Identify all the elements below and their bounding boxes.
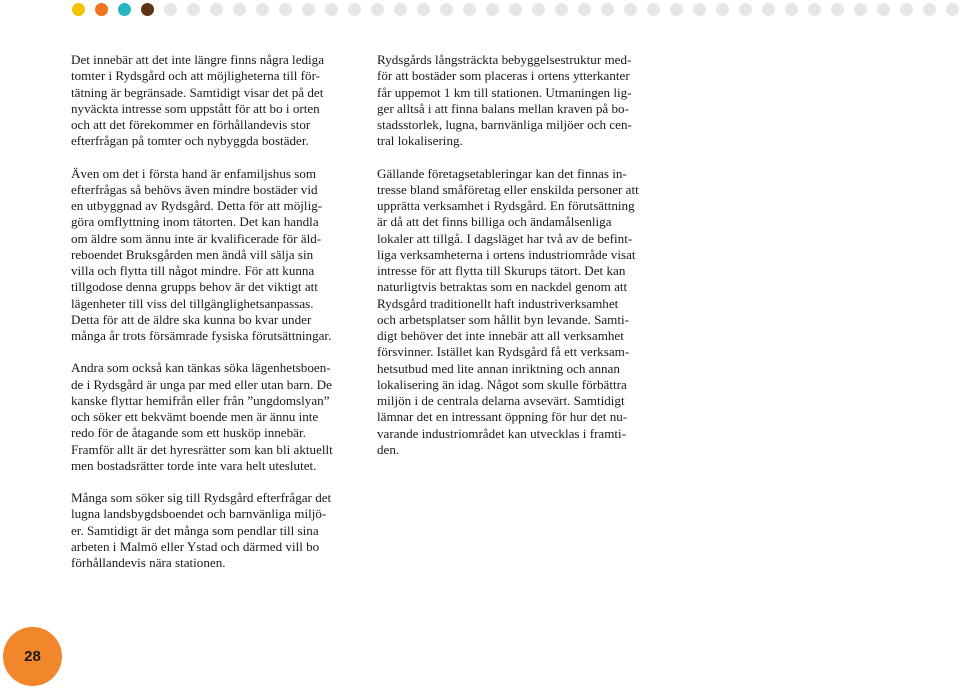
header-dot bbox=[716, 3, 729, 16]
header-dot bbox=[325, 3, 338, 16]
header-dot bbox=[141, 3, 154, 16]
paragraph: Det innebär att det inte längre finns några lediga tomter i Rydsgård och att möjligheterna till för- tätning är begränsade. Samtidigt visar det på det nyväckta intresse som uppstått för att bo i orten och att det förekommer en förhållandevis stor efterfrågan på tomter och nybyggda bostäder. bbox=[71, 52, 325, 149]
header-dot bbox=[486, 3, 499, 16]
header-dot bbox=[946, 3, 959, 16]
header-dot bbox=[601, 3, 614, 16]
header-dot bbox=[647, 3, 660, 16]
header-dot bbox=[256, 3, 269, 16]
header-dot bbox=[762, 3, 775, 16]
header-dot bbox=[440, 3, 453, 16]
header-dot bbox=[164, 3, 177, 16]
paragraph: Gällande företagsetableringar kan det finnas in- tresse bland småföretag eller enskilda personer att upprätta verksamhet i Rydsgård. En förutsättning är då att det finns billiga och ändamålsenliga lokaler att tillgå. I dagsläget har två av de befint- liga verksamheterna i ortens industriområde visat intresse för att flytta till Skurups tätort. Det kan naturligtvis betraktas som en nackdel genom att Rydsgård traditionellt haft industriverksamhet och arbetsplatser som hållit byn levande. Samti- digt behöver det inte innebär att all verksamhet försvinner. Istället kan Rydsgård få ett verksam- hetsutbud med lite annan inriktning och annan lokalisering än idag. Något som skulle förbättra miljön i de centrala delarna avsevärt. Samtidigt lämnar det en intressant öppning för hur det nu- varande industriområdet kan utvecklas i framti- den. bbox=[377, 165, 639, 457]
header-dot bbox=[210, 3, 223, 16]
header-dot bbox=[233, 3, 246, 16]
header-dot bbox=[808, 3, 821, 16]
header-dot bbox=[417, 3, 430, 16]
page-number-badge bbox=[3, 627, 62, 686]
header-dot bbox=[900, 3, 913, 16]
paragraph: Många som söker sig till Rydsgård efterfrågar det lugna landsbygdsboendet och barnvänliga miljö- er. Samtidigt är det många som pendlar till sina arbeten i Malmö eller Ystad och därmed vill bo förhållandevis nära stationen. bbox=[71, 490, 332, 570]
header-dot bbox=[72, 3, 85, 16]
right-text-column bbox=[377, 52, 669, 458]
header-dot bbox=[95, 3, 108, 16]
header-dot bbox=[670, 3, 683, 16]
paragraph: Rydsgårds långsträckta bebyggelsestruktur med- för att bostäder som placeras i ortens ytterkanter får uppemot 1 km till stationen. Utmaningen lig- ger alltså i att finna balans mellan kraven på bo- stadsstorlek, lugna, barnvänliga miljöer och cen- tral lokalisering. bbox=[377, 52, 632, 149]
header-dot bbox=[877, 3, 890, 16]
header-dot bbox=[693, 3, 706, 16]
header-dot bbox=[394, 3, 407, 16]
left-text-column bbox=[71, 52, 363, 571]
header-dot bbox=[624, 3, 637, 16]
header-dot bbox=[302, 3, 315, 16]
header-dot bbox=[578, 3, 591, 16]
header-dot bbox=[187, 3, 200, 16]
header-dot bbox=[348, 3, 361, 16]
header-dot bbox=[532, 3, 545, 16]
header-dot bbox=[371, 3, 384, 16]
header-dot bbox=[785, 3, 798, 16]
paragraph: Även om det i första hand är enfamiljshus som efterfrågas så behövs även mindre bostäder vid en utbyggnad av Rydsgård. Detta för att möjlig- göra omflyttning inom tätorten. Det kan handla om äldre som ännu inte är kvalificerade för äld- reboendet Bruksgården men ändå vill sälja sin villa och flytta till något mindre. För att kunna tillgodose denna grupps behov är det viktigt att lägenheter till viss del tillgänglighetsanpassas. Detta för att de äldre ska kunna bo kvar under många år trots försämrade fysiska förutsättningar. bbox=[71, 165, 332, 343]
header-dot bbox=[555, 3, 568, 16]
page-number: 28 bbox=[24, 648, 41, 665]
header-dot bbox=[463, 3, 476, 16]
header-dot bbox=[854, 3, 867, 16]
header-dot bbox=[831, 3, 844, 16]
header-dot bbox=[923, 3, 936, 16]
header-dot bbox=[118, 3, 131, 16]
header-dot bbox=[739, 3, 752, 16]
header-dot bbox=[279, 3, 292, 16]
header-dot bbox=[509, 3, 522, 16]
paragraph: Andra som också kan tänkas söka lägenhetsboen- de i Rydsgård är unga par med eller utan barn. De kanske flyttar hemifrån eller från ”ungdomslyan” och söker ett bekvämt boende men är ännu inte redo för de åtagande som ett husköp innebär. Framför allt är det hyresrätter som kan bli aktuellt men bostadsrätter torde inte vara helt uteslutet. bbox=[71, 360, 333, 473]
